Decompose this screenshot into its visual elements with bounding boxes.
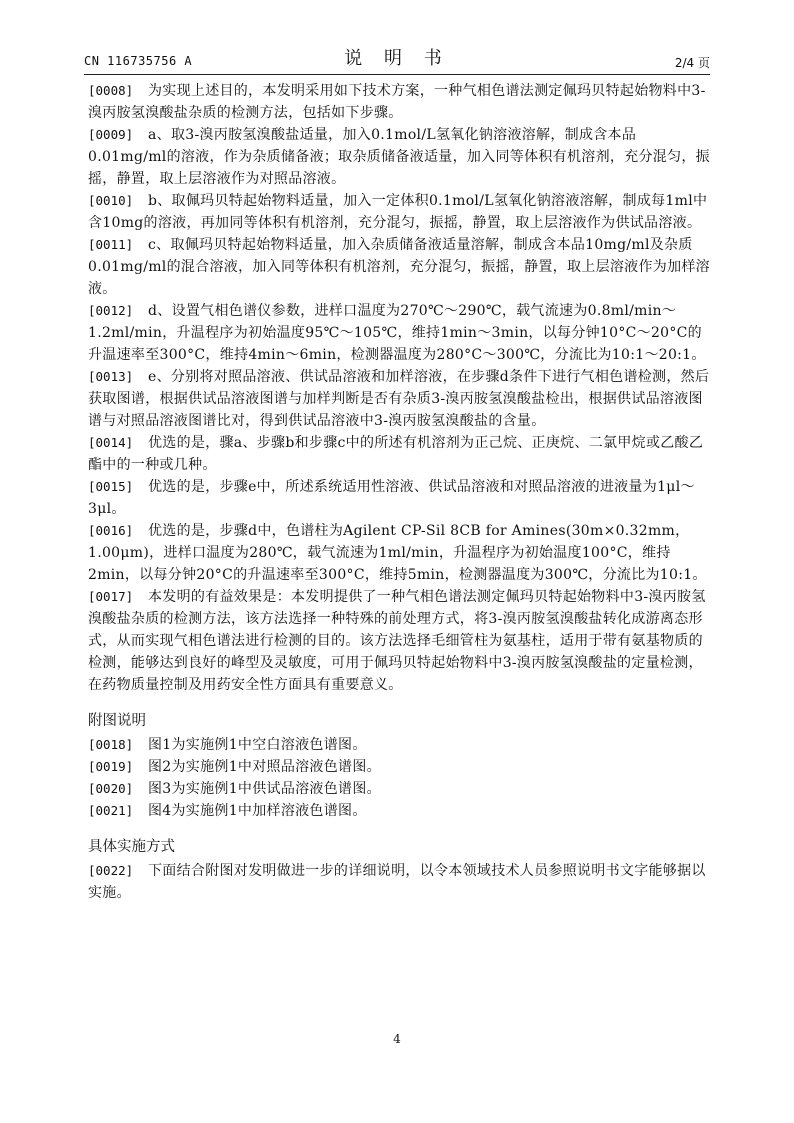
patent-number: CN 116735756 A [84,54,193,68]
paragraph-text: 本发明的有益效果是：本发明提供了一种气相色谱法测定佩玛贝特起始物料中3-溴丙胺氢溴酸盐杂质的检测方法，该方法选择一种特殊的前处理方式，将3-溴丙胺氢溴酸盐转化成游离态形式，从而实现气相色谱法进行检测的目的。该方法选择毛细管柱为氨基柱，适用于带有氨基物质的检测，能够达到良好的峰型及灵敏度，可用于佩玛贝特起始物料中3-溴丙胺氢溴酸盐的定量检测，在药物质量控制及用药安全性方面具有重要意义。 [88,589,706,693]
paragraph-number: [0021] [88,803,134,818]
paragraph-number: [0020] [88,781,134,796]
paragraph-number: [0009] [88,127,134,142]
paragraph [88,124,710,190]
paragraph-number: [0010] [88,193,134,208]
paragraph [88,800,710,822]
paragraph-text: 下面结合附图对发明做进一步的详细说明，以令本领域技术人员参照说明书文字能够据以实施。 [88,863,706,901]
embodiment-paragraph-list [88,860,710,904]
paragraph-number: [0014] [88,435,134,450]
paragraph [88,756,710,778]
paragraph-number: [0011] [88,237,134,252]
paragraph-list [88,80,710,696]
paragraph-number: [0022] [88,863,134,878]
page-header [84,44,710,72]
page-indicator: 2/4 页 [674,56,710,70]
document-body [88,80,710,904]
paragraph-number: [0013] [88,369,134,384]
paragraph-text: b、取佩玛贝特起始物料适量，加入一定体积0.1mol/L氢氧化钠溶液溶解，制成每1ml中含10mg的溶液，再加同等体积有机溶剂，充分混匀，振摇，静置，取上层溶液作为供试品溶液。 [88,193,708,231]
paragraph-text: c、取佩玛贝特起始物料适量，加入杂质储备液适量溶解，制成含本品10mg/ml及杂质0.01mg/ml的混合溶液，加入同等体积有机溶剂，充分混匀，振摇，静置，取上层溶液作为加样溶液。 [88,237,710,297]
paragraph-number: [0015] [88,479,134,494]
paragraph-number: [0019] [88,759,134,774]
paragraph [88,860,710,904]
paragraph-number: [0008] [88,83,134,98]
paragraph-text: 图4为实施例1中加样溶液色谱图。 [148,803,367,819]
paragraph-number: [0017] [88,589,134,604]
paragraph [88,366,710,432]
paragraph [88,520,710,586]
paragraph-text: 图3为实施例1中供试品溶液色谱图。 [148,781,381,797]
paragraph-text: a、取3-溴丙胺氢溴酸盐适量，加入0.1mol/L氢氧化钠溶液溶解，制成含本品0.01mg/ml的溶液，作为杂质储备液；取杂质储备液适量，加入同等体积有机溶剂，充分混匀，振摇，静置，取上层溶液作为对照品溶液。 [88,127,710,187]
paragraph-number: [0018] [88,737,134,752]
header-divider [84,74,710,75]
figure-description-list [88,734,710,822]
paragraph [88,778,710,800]
paragraph [88,586,710,696]
paragraph [88,300,710,366]
paragraph-text: e、分别将对照品溶液、供试品溶液和加样溶液，在步骤d条件下进行气相色谱检测，然后获取图谱，根据供试品溶液图谱与加样判断是否有杂质3-溴丙胺氢溴酸盐检出，根据供试品溶液图谱与对照品溶液图谱比对，得到供试品溶液中3-溴丙胺氢溴酸盐的含量。 [88,369,710,429]
paragraph [88,432,710,476]
paragraph-text: 优选的是，步骤d中，色谱柱为Agilent CP-Sil 8CB for Amines(30m×0.32mm，1.00μm)，进样口温度为280℃，载气流速为1ml/min，升温程序为初始温度100°C，维持2min，以每分钟20°C的升温速率至300°C，维持5min，检测器温度为300℃，分流比为10:1。 [88,523,707,583]
paragraph [88,80,710,124]
section-title-embodiment: 具体实施方式 [88,839,175,855]
section-title-figures: 附图说明 [88,713,146,729]
page-number: 4 [393,1032,401,1046]
paragraph [88,476,710,520]
paragraph-number: [0012] [88,303,134,318]
paragraph-text: 图1为实施例1中空白溶液色谱图。 [148,737,367,753]
paragraph [88,234,710,300]
paragraph-text: 优选的是，步骤e中，所述系统适用性溶液、供试品溶液和对照品溶液的进液量为1μl～3μl。 [88,479,695,517]
document-title: 说 明 书 [344,48,450,69]
paragraph-text: 图2为实施例1中对照品溶液色谱图。 [148,759,381,775]
paragraph-text: 优选的是，骤a、步骤b和步骤c中的所述有机溶剂为正己烷、正庚烷、二氯甲烷或乙酸乙酯中的一种或几种。 [88,435,704,473]
paragraph [88,734,710,756]
paragraph-text: 为实现上述目的，本发明采用如下技术方案，一种气相色谱法测定佩玛贝特起始物料中3-溴丙胺氢溴酸盐杂质的检测方法，包括如下步骤。 [88,83,706,121]
paragraph-number: [0016] [88,523,134,538]
paragraph [88,190,710,234]
paragraph-text: d、设置气相色谱仪参数，进样口温度为270℃～290℃，载气流速为0.8ml/min～1.2ml/min，升温程序为初始温度95℃～105℃，维持1min～3min，以每分钟10°C～20°C的升温速率至300°C，维持4min～6min，检测器温度为280°C～300℃，分流比为10:1～20:1。 [88,303,706,363]
